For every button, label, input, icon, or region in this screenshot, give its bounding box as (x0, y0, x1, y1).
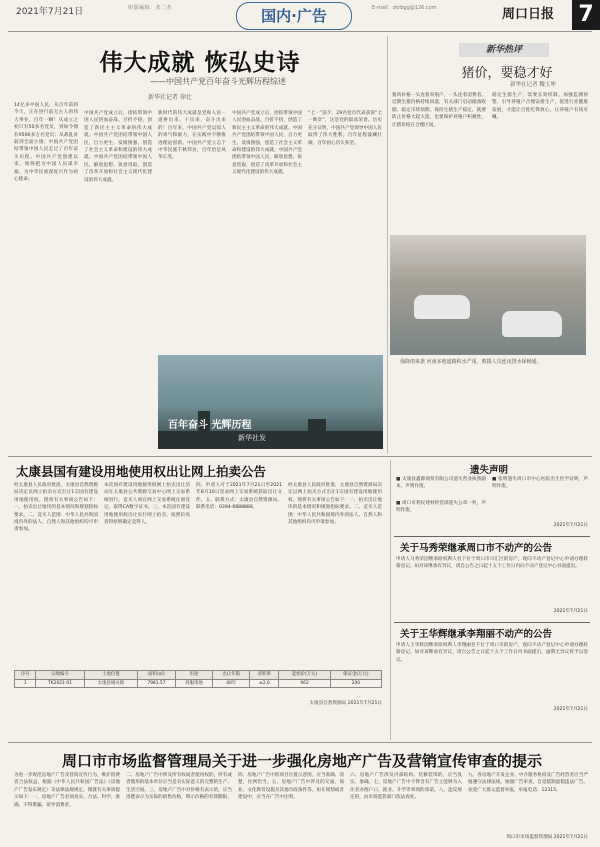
table-header: 用途 (176, 671, 213, 680)
auction-body-col3: 四、申请人可于2021年7月21日至2021年8月10日登录网上交易系统获取出让文件。五、联系方式：太康县自然资源局。联系电话：0394-6888888。 (196, 483, 282, 511)
top-article-col3: 新时代的伟大成就是党和人民一道拼出来、干出来、奋斗出来的！百年来，中国共产党以惊人的勇气和毅力，在实践中不断推进理论创新。中国共产党立志于中华民族千秋伟业，百年恰是风华正茂。 (158, 111, 226, 161)
table-header: 土地位置 (84, 671, 137, 680)
table-header: 面积(㎡) (137, 671, 175, 680)
notice-b-date: 2021年7月21日 (553, 707, 588, 712)
table-cell: 40年 (213, 679, 250, 688)
commentary-col2: 稳定生猪生产，需要长效机制。加强监测预警，引导养殖户合理安排生产，促进行业健康发展，才能让百姓吃得放心，让养殖户有钱可赚。 (492, 93, 588, 121)
bottom-headline: 周口市市场监督管理局关于进一步强化房地产广告及营销宣传审查的提示 (61, 752, 542, 770)
bottom-col2: 二、房地产广告中涉及所有权或者使用权的，所有或者使用的基本单位应当是有实际意义的完整的生产、生活空间。三、房地产广告中对价格有表示的，应当清楚表示为实际的销售价格，明示价格的有效期限。 (126, 773, 232, 801)
commentary-title: 猪价，要稳才好 (461, 66, 553, 81)
auction-date: 太康县自然资源局 2021年7月21日 (309, 701, 382, 706)
table-cell: ≤2.0 (250, 679, 279, 688)
flood-caption: 强降雨来袭 河南多地道路积水严重，救援人员连夜排水保畅通。 (400, 359, 542, 365)
table-cell: 商服用地 (176, 679, 213, 688)
bottom-col3: 四、房地产广告中的项目位置示意图，应当准确、清楚，比例恰当。五、房地产广告中涉及的交通、商业、文化教育设施及其他市政条件等，如在规划或者建设中，应当在广告中注明。 (238, 773, 344, 801)
commentary-col1: 猪肉价格一头连着养殖户，一头连着消费者。近期生猪价格持续回落，有关部门启动储备收储，稳定市场预期。保持生猪生产稳定，既要防止价格大起大落，也要保护养殖户积极性，让猪价稳在合理区间。 (392, 93, 486, 128)
auction-headline: 太康县国有建设用地使用权出让网上拍卖公告 (16, 464, 267, 479)
table-header: 宗地编号 (36, 671, 85, 680)
section-rule (8, 456, 592, 457)
flood-photo (390, 235, 586, 355)
photo-credit: 新华社发 (238, 434, 266, 442)
auction-body-col2: 本次国有建设用地使用权网上拍卖出让活动在太康县公共资源交易中心网上交易系统进行。竞买人须在网上交易系统注册登记，取得CA数字证书。三、本次国有建设用地使用权出让实行网上拍卖，按照价高者得原则确定竞得人。 (104, 483, 190, 526)
bottom-date: 周口市市场监督管理局 2021年7月21日 (506, 835, 588, 840)
column-divider (387, 36, 388, 454)
masthead-rule (8, 31, 592, 32)
editor-credit: 组版编辑：张二杰 (128, 5, 173, 11)
table-header: 容积率 (250, 671, 279, 680)
lost-notice-item: ■ 太康县鑫源商贸有限公司遗失营业执照副本，声明作废。 (396, 477, 486, 490)
section-tag: 国内·广告 (236, 2, 352, 30)
photo-car (502, 311, 562, 337)
lost-notice-item: ■ 张明遗失周口市中心医院出生医学证明，声明作废。 (492, 477, 588, 490)
top-byline: 新华社记者 徐壮 (148, 94, 192, 101)
top-headline: 伟大成就 恢弘史诗 (99, 49, 301, 76)
lost-notice-item: ■ 周口市利民建材经营部遗失公章一枚，声明作废。 (396, 501, 486, 514)
top-article-col2b: 中国共产党成立后，团结带领中国人民浴血奋战、百折不挠，创造了新民主主义革命的伟大成就。中国共产党团结带领中国人民，自力更生、发愤图强，创造了社会主义革命和建设的伟大成就。中国共产党团结带领中国人民，解放思想、锐意进取，创造了改革开放和社会主义现代化建设的伟大成就。 (232, 111, 302, 176)
bottom-col5: 九、各房地产开发企业、中介服务机构及广告经营者应当严格遵守法律法规，加强广告审查，自觉抵制虚假违法广告。欢迎广大群众监督举报，举报电话：12315。 (468, 773, 588, 793)
notice-a-rule (394, 536, 590, 537)
auction-body-col4: 经太康县人民政府批准，太康县自然资源局决定以网上拍卖方式出让1宗国有建设用地使用权。现将有关事项公告如下：一、拍卖出让地块的基本情况和规划指标要求。二、竞买人范围：中华人民共和国境内外的法人、自然人和其他组织均可申请参加。 (288, 483, 382, 526)
lost-notice-date: 2021年7月21日 (553, 523, 588, 528)
notice-b-title: 关于王华辉继承李翔丽不动产的公告 (400, 629, 553, 640)
top-article-col1: 14亿多中国人民，从百年前到今天，正在进行前无古人的伟大事业。百年一瞬！从成立之初只有50多名党员，到如今拥有9500多万名党员；从战乱贫弱到全面小康；中国共产党团结带领中国人民走过了百年奋斗历程。中国共产党创建以来，始终把为中国人民谋幸福、为中华民族谋复兴作为初心使命。 (14, 103, 78, 183)
table-header: 序号 (15, 671, 36, 680)
notice-b-body: 申请人王华辉因继承原权利人李翔丽名下位于周口市的房产，现向不动产登记中心申请办理转移登记。如对该继承有异议，请自公告之日起十五个工作日内书面提出，逾期无异议将予以登记。 (396, 643, 588, 663)
table-cell: 7981.57 (137, 679, 175, 688)
table-header: 出让年限 (213, 671, 250, 680)
photo-car (414, 295, 470, 319)
table-header-row (15, 671, 382, 680)
newspaper-logo: 周口日报 (502, 7, 555, 22)
photo-skyline (158, 431, 383, 449)
auction-body-col1: 经太康县人民政府批准，太康县自然资源局决定以网上拍卖方式出让1宗国有建设用地使用权。现将有关事项公告如下：一、拍卖出让地块的基本情况和规划指标要求。二、竞买人范围：中华人民共和国境内外的法人、自然人和其他组织均可申请参加。 (14, 483, 98, 533)
lost-notice-title: 遗失声明 (470, 465, 509, 476)
photo-caption: 百年奋斗 光辉历程 (168, 420, 252, 431)
table-cell: 太康县城关镇 (84, 679, 137, 688)
table-cell: TK2021-01 (36, 679, 85, 688)
commentary-label: 新华热评 (459, 43, 549, 57)
commemorative-photo (158, 355, 383, 449)
table-cell: 662 (279, 679, 330, 688)
table-row (15, 679, 382, 688)
bottom-col1: 为进一步规范房地产广告及营销宣传行为，维护消费者合法权益，根据《中华人民共和国广告法》《房地产广告发布规定》等法律法规规定，现就有关事项提示如下：一、房地产广告必须真实、合法、科学、准确，不得欺骗、误导消费者。 (14, 773, 120, 808)
table-header: 起始价(万元) (279, 671, 330, 680)
table-cell: 1 (15, 679, 36, 688)
photo-building (308, 419, 326, 449)
page-number: 7 (572, 0, 600, 30)
notice-a-date: 2021年7月21日 (553, 609, 588, 614)
notice-a-body: 申请人马秀荣因继承原权利人名下位于周口市川汇区的房产，现向不动产登记中心申请办理转移登记。如对该继承有异议，请自公告之日起十五个工作日内向不动产登记中心书面提出。 (396, 557, 588, 570)
top-article-col2: 中国共产党成立后，团结带领中国人民浴血奋战、百折不挠，创造了新民主主义革命的伟大成就。中国共产党团结带领中国人民，自力更生、发愤图强，创造了社会主义革命和建设的伟大成就。中国共产党团结带领中国人民，解放思想、锐意进取，创造了改革开放和社会主义现代化建设的伟大成就。 (84, 111, 152, 183)
table-header: 保证金(万元) (330, 671, 381, 680)
top-subheadline: ——中国共产党百年奋斗光辉历程综述 (150, 77, 286, 86)
notice-b-rule (394, 622, 590, 623)
bottom-col4: 六、房地产广告涉及内部结构、装修装饰的，应当真实、准确。七、房地产广告中不得含有广告主能够为入住者办理户口、就业、升学等事项的承诺。八、违反规定的，由市场监管部门依法查处。 (350, 773, 462, 801)
auction-table (14, 670, 382, 688)
issue-date: 2021年7月21日 (16, 7, 84, 17)
section-rule (8, 742, 592, 743)
column-divider (390, 460, 391, 740)
notice-a-title: 关于马秀荣继承周口市不动产的公告 (400, 543, 553, 554)
table-cell: 200 (330, 679, 381, 688)
contact-email: E-mail：zkrbgg@126.com (372, 5, 437, 11)
masthead (0, 0, 600, 32)
commentary-byline: 新华社记者 魏玉坤 (510, 82, 556, 88)
top-article-col4: “七一”前夕，29名党员代表获颁“七一勋章”，这是党的最高荣誉。历史充分证明，中国共产党领导中国人民取得了伟大胜利。百年征程波澜壮阔，百年初心历久弥坚。 (308, 111, 382, 146)
